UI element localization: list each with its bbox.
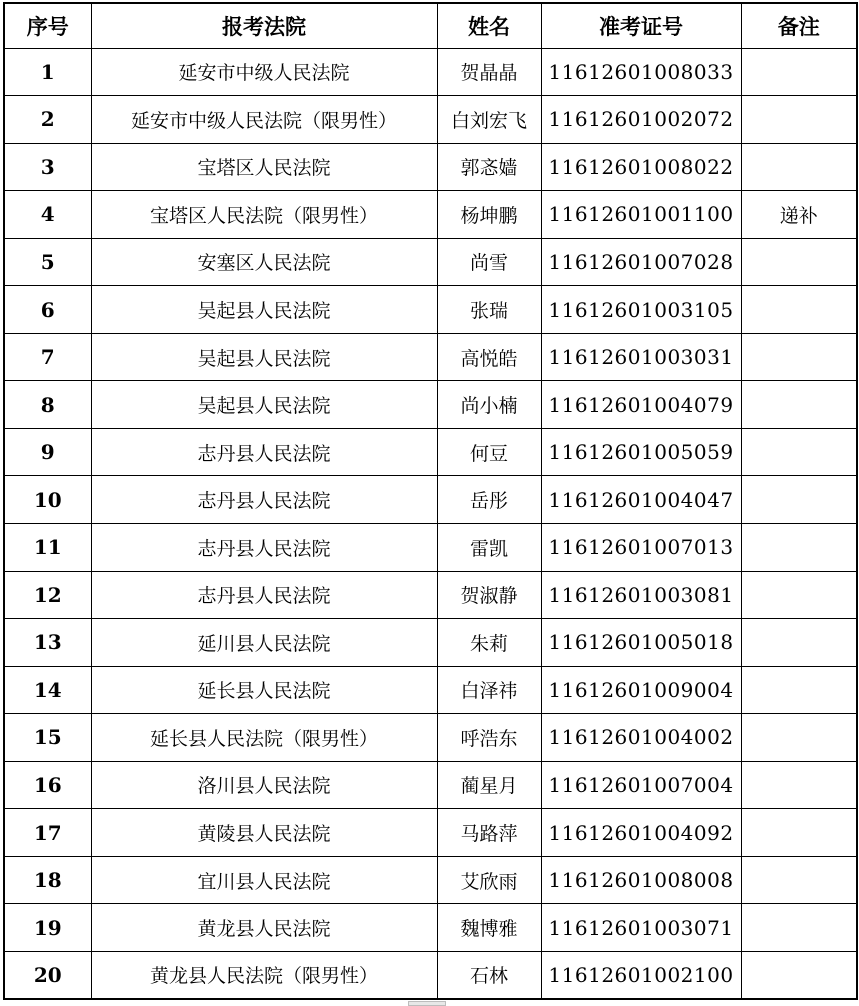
cell-court: 洛川县人民法院: [91, 761, 437, 809]
cell-ticket: 11612601008033: [541, 48, 741, 96]
cell-no: 10: [4, 476, 91, 524]
cell-court: 延安市中级人民法院（限男性）: [91, 96, 437, 144]
header-cell-ticket: 准考证号: [541, 3, 741, 48]
table-row: [4, 714, 857, 762]
cell-ticket: 11612601002072: [541, 96, 741, 144]
cell-court: 延川县人民法院: [91, 619, 437, 667]
cell-remark: [741, 904, 857, 952]
header-cell-no: 序号: [4, 3, 91, 48]
cell-name: 呼浩东: [437, 714, 541, 762]
cell-name: 郭忞嫱: [437, 143, 541, 191]
cell-remark: [741, 476, 857, 524]
cell-ticket: 11612601005018: [541, 619, 741, 667]
cell-ticket: 11612601001100: [541, 191, 741, 239]
cell-no: 8: [4, 381, 91, 429]
cell-ticket: 11612601003031: [541, 333, 741, 381]
cell-name: 何豆: [437, 428, 541, 476]
cropped-scrollbar-artifact: [408, 1001, 446, 1006]
cell-name: 贺晶晶: [437, 48, 541, 96]
cell-ticket: 11612601008008: [541, 856, 741, 904]
cell-no: 20: [4, 951, 91, 999]
cell-no: 15: [4, 714, 91, 762]
cell-name: 朱莉: [437, 619, 541, 667]
cell-court: 志丹县人民法院: [91, 428, 437, 476]
cell-ticket: 11612601007013: [541, 523, 741, 571]
cell-court: 宜川县人民法院: [91, 856, 437, 904]
cell-remark: [741, 143, 857, 191]
cell-court: 志丹县人民法院: [91, 476, 437, 524]
cell-remark: [741, 666, 857, 714]
cell-ticket: 11612601002100: [541, 951, 741, 999]
cell-court: 吴起县人民法院: [91, 286, 437, 334]
cell-remark: 递补: [741, 191, 857, 239]
cell-name: 艾欣雨: [437, 856, 541, 904]
cell-name: 张瑞: [437, 286, 541, 334]
table-row: [4, 191, 857, 239]
cell-court: 延安市中级人民法院: [91, 48, 437, 96]
cell-no: 9: [4, 428, 91, 476]
table-row: [4, 238, 857, 286]
cell-remark: [741, 96, 857, 144]
cell-name: 高悦皓: [437, 333, 541, 381]
cell-name: 白泽祎: [437, 666, 541, 714]
cell-remark: [741, 333, 857, 381]
cell-remark: [741, 381, 857, 429]
cell-no: 6: [4, 286, 91, 334]
cell-court: 延长县人民法院（限男性）: [91, 714, 437, 762]
cell-remark: [741, 951, 857, 999]
cell-remark: [741, 571, 857, 619]
cell-ticket: 11612601004047: [541, 476, 741, 524]
cell-name: 尚小楠: [437, 381, 541, 429]
cell-no: 14: [4, 666, 91, 714]
cell-remark: [741, 48, 857, 96]
cell-name: 石林: [437, 951, 541, 999]
table-row: [4, 571, 857, 619]
cell-ticket: 11612601003105: [541, 286, 741, 334]
cell-remark: [741, 856, 857, 904]
table-body: [4, 48, 857, 999]
cell-name: 雷凯: [437, 523, 541, 571]
cell-remark: [741, 286, 857, 334]
cell-name: 白刘宏飞: [437, 96, 541, 144]
table-row: [4, 48, 857, 96]
cell-ticket: 11612601003081: [541, 571, 741, 619]
cell-no: 7: [4, 333, 91, 381]
table-row: [4, 761, 857, 809]
table-row: [4, 666, 857, 714]
table-row: [4, 96, 857, 144]
table-row: [4, 143, 857, 191]
cell-court: 延长县人民法院: [91, 666, 437, 714]
cell-name: 贺淑静: [437, 571, 541, 619]
table-row: [4, 904, 857, 952]
cell-remark: [741, 428, 857, 476]
cell-remark: [741, 714, 857, 762]
table-row: [4, 951, 857, 999]
cell-court: 黄陵县人民法院: [91, 809, 437, 857]
cell-court: 志丹县人民法院: [91, 571, 437, 619]
cell-no: 12: [4, 571, 91, 619]
cell-remark: [741, 761, 857, 809]
header-cell-court: 报考法院: [91, 3, 437, 48]
cell-court: 宝塔区人民法院（限男性）: [91, 191, 437, 239]
cell-court: 安塞区人民法院: [91, 238, 437, 286]
cell-name: 岳彤: [437, 476, 541, 524]
cell-ticket: 11612601004079: [541, 381, 741, 429]
cell-court: 吴起县人民法院: [91, 381, 437, 429]
header-cell-name: 姓名: [437, 3, 541, 48]
header-row: [4, 3, 857, 48]
cell-court: 黄龙县人民法院: [91, 904, 437, 952]
cell-no: 2: [4, 96, 91, 144]
cell-ticket: 11612601004002: [541, 714, 741, 762]
cell-court: 吴起县人民法院: [91, 333, 437, 381]
cell-no: 19: [4, 904, 91, 952]
cell-court: 宝塔区人民法院: [91, 143, 437, 191]
candidate-roster-table: [3, 2, 858, 1000]
table-row: [4, 809, 857, 857]
table-row: [4, 476, 857, 524]
table-row: [4, 428, 857, 476]
cell-name: 魏博雅: [437, 904, 541, 952]
cell-no: 18: [4, 856, 91, 904]
header-cell-remark: 备注: [741, 3, 857, 48]
cell-no: 1: [4, 48, 91, 96]
cell-name: 尚雪: [437, 238, 541, 286]
cell-remark: [741, 523, 857, 571]
cell-name: 蔺星月: [437, 761, 541, 809]
cell-no: 3: [4, 143, 91, 191]
table-row: [4, 286, 857, 334]
cell-remark: [741, 238, 857, 286]
cell-ticket: 11612601007004: [541, 761, 741, 809]
cell-name: 马路萍: [437, 809, 541, 857]
cell-ticket: 11612601009004: [541, 666, 741, 714]
cell-no: 5: [4, 238, 91, 286]
table-header: [4, 3, 857, 48]
cell-ticket: 11612601004092: [541, 809, 741, 857]
table-row: [4, 523, 857, 571]
cell-no: 11: [4, 523, 91, 571]
cell-no: 4: [4, 191, 91, 239]
cell-no: 13: [4, 619, 91, 667]
cell-ticket: 11612601005059: [541, 428, 741, 476]
cell-no: 16: [4, 761, 91, 809]
cell-court: 志丹县人民法院: [91, 523, 437, 571]
cell-ticket: 11612601008022: [541, 143, 741, 191]
table-row: [4, 856, 857, 904]
cell-ticket: 11612601007028: [541, 238, 741, 286]
cell-court: 黄龙县人民法院（限男性）: [91, 951, 437, 999]
cell-no: 17: [4, 809, 91, 857]
cell-name: 杨坤鹏: [437, 191, 541, 239]
cell-ticket: 11612601003071: [541, 904, 741, 952]
table-row: [4, 381, 857, 429]
cell-remark: [741, 809, 857, 857]
table-row: [4, 333, 857, 381]
table-row: [4, 619, 857, 667]
cell-remark: [741, 619, 857, 667]
